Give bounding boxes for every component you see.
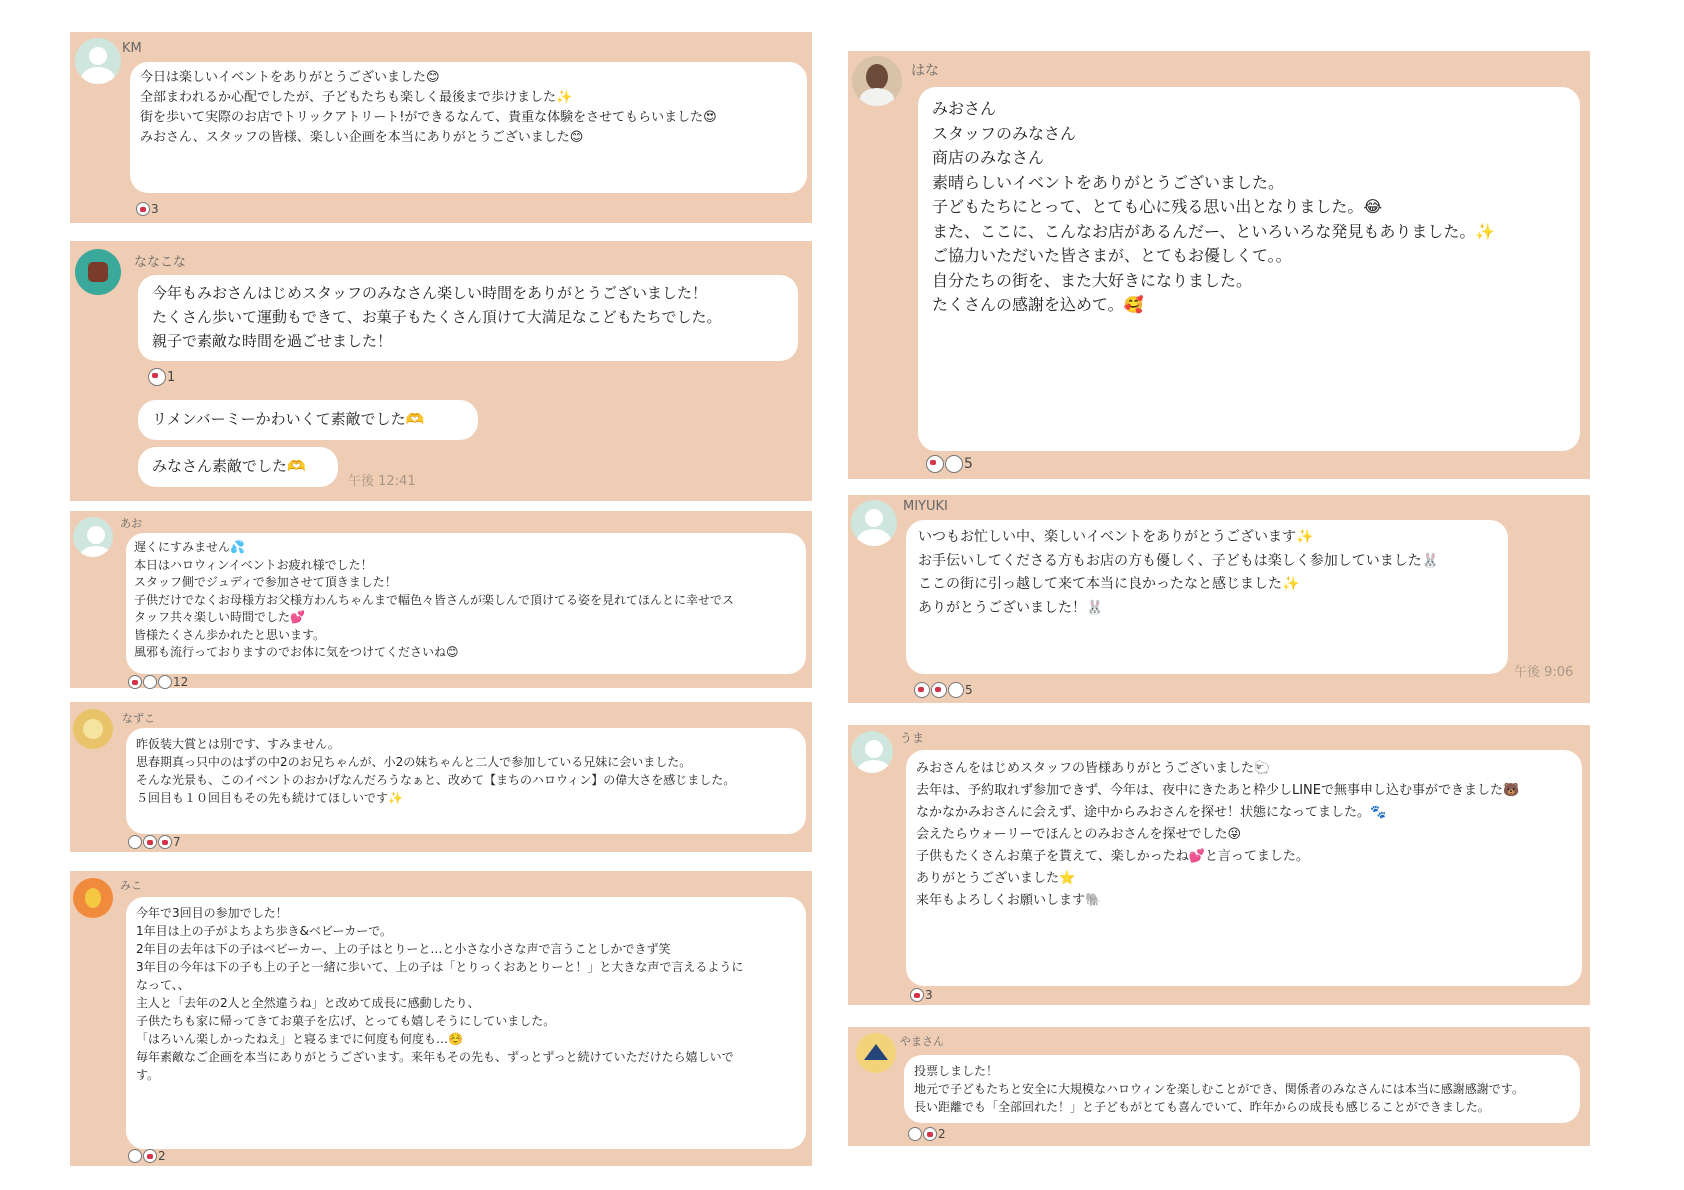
message-bubble[interactable] <box>130 62 807 193</box>
timestamp: 午後 9:06 <box>1514 665 1574 680</box>
reaction-badge[interactable] <box>910 988 933 1002</box>
message-line: ご協力いただいた皆さまが、とてもお優しくて。。 <box>932 246 1292 265</box>
username: MIYUKI <box>903 499 948 514</box>
message-line: そんな光景も、このイベントのおかげなんだろうなぁと、改めて【まちのハロウィン】の偉大さを感じました。 <box>136 773 736 787</box>
reaction-badge[interactable] <box>914 682 973 698</box>
avatar[interactable] <box>73 517 113 557</box>
message-line: 子どもたちにとって、とても心に残る思い出となりました。😂 <box>932 197 1383 216</box>
message-line: 主人と「去年の2人と全然違うね」と改めて成長に感動したり、 <box>136 996 480 1010</box>
message-line: 遅くにすみません💦 <box>134 540 245 554</box>
timestamp: 午後 12:41 <box>348 474 416 489</box>
reaction-count: 3 <box>151 202 159 216</box>
post-yamasan <box>848 1027 1590 1146</box>
reaction-badge[interactable] <box>128 1149 166 1163</box>
heart-reaction-icon <box>914 682 930 698</box>
message-line: なって、、 <box>136 978 190 992</box>
message-line: 街を歩いて実際のお店でトリックアトリート!ができるなんて、貴重な体験をさせてもらいました😍 <box>140 110 717 125</box>
post-uma <box>848 725 1590 1005</box>
message-bubble[interactable] <box>138 275 798 361</box>
post-ao <box>70 511 812 688</box>
character-avatar-icon[interactable] <box>73 709 113 749</box>
message-line: 2年目の去年は下の子はベビーカー、上の子はとりーと…と小さな小さな声で言うことしかできず笑 <box>136 942 671 956</box>
post-hana <box>848 51 1590 479</box>
post-miyuki <box>848 495 1590 703</box>
message-line: 昨仮装大賞とは別です、すみません。 <box>136 737 340 751</box>
message-line: なかなかみおさんに会えず、途中からみおさんを探せ！状態になってました。🐾 <box>916 805 1387 820</box>
message-line: 長い距離でも「全部回れた！」と子どもがとても喜んでいて、昨年からの成長も感じることができました。 <box>914 1100 1490 1114</box>
message-line: 投票しました！ <box>914 1064 999 1078</box>
avatar[interactable] <box>75 38 121 84</box>
message-bubble[interactable] <box>906 750 1582 986</box>
mango-avatar-icon[interactable] <box>73 878 113 918</box>
photo-avatar-icon[interactable] <box>852 56 902 106</box>
message-line: 子供だけでなくお母様方お父様方わんちゃんまで幅色々皆さんが楽しんで頂けてる姿を見れてほんとに幸せでス <box>134 592 735 607</box>
message-bubble[interactable] <box>918 87 1580 451</box>
message-line: す。 <box>136 1068 160 1082</box>
message-line: 去年は、予約取れず参加できず、今年は、夜中にきたあと枠少しLINEで無事申し込む事ができました🐻 <box>916 783 1520 798</box>
reaction-count: 3 <box>925 988 933 1002</box>
heart-reaction-icon <box>923 1127 937 1141</box>
message-line: 商店のみなさん <box>932 148 1045 167</box>
reaction-count: 5 <box>965 683 973 697</box>
message-line: 子供もたくさんお菓子を貰えて、楽しかったね💕と言ってました。 <box>916 849 1309 864</box>
reaction-badge[interactable] <box>926 455 973 473</box>
message-line: 風邪も流行っておりますのでお体に気をつけてくださいね😊 <box>134 645 459 659</box>
reaction-badge[interactable] <box>148 368 175 386</box>
heart-reaction-icon <box>143 835 157 849</box>
avatar[interactable] <box>851 500 897 546</box>
heart-reaction-icon <box>910 988 924 1002</box>
message-line: たくさん歩いて運動もできて、お菓子もたくさん頂けて大満足なこどもたちでした。 <box>152 308 722 326</box>
reaction-badge[interactable] <box>908 1127 946 1141</box>
message-line: みおさんをはじめスタッフの皆様ありがとうございました🐑 <box>916 761 1271 776</box>
message-line: 思春期真っ只中のはずの中2のお兄ちゃんが、小2の妹ちゃんと二人で参加している兄妹に会いました。 <box>136 755 692 769</box>
message-line: 自分たちの街を、また大好きになりました。 <box>932 270 1253 290</box>
message-line: みおさん、スタッフの皆様、楽しい企画を本当にありがとうございました😊 <box>140 130 584 145</box>
smile-reaction-icon <box>908 1127 922 1141</box>
mountain-avatar-icon[interactable] <box>856 1033 896 1073</box>
message-line: ありがとうございました！🐰 <box>918 599 1104 616</box>
message-line: 子供たちも家に帰ってきてお菓子を広げ、とっても嬉しそうにしていました。 <box>136 1014 556 1028</box>
post-km <box>70 32 812 223</box>
message-line: 素晴らしいイベントをありがとうございました。 <box>932 172 1285 192</box>
message-line: 本日はハロウィンイベントお疲れ様でした！ <box>134 557 373 572</box>
message-line: 会えたらウォーリーでほんとのみおさんを探せでした😜 <box>916 827 1242 842</box>
heart-reaction-icon <box>158 835 172 849</box>
reaction-count: 12 <box>173 675 189 689</box>
username: はな <box>911 63 939 79</box>
message-line: また、ここに、こんなお店があるんだー、といろいろな発見もありました。✨ <box>932 221 1496 241</box>
username: あお <box>120 517 142 530</box>
message-bubble[interactable] <box>904 1055 1580 1123</box>
message-line: スタッフのみなさん <box>932 123 1077 143</box>
message-bubble[interactable] <box>906 520 1508 674</box>
post-nazuko <box>70 702 812 852</box>
message-bubble[interactable]: みなさん素敵でした🫶 <box>138 447 338 487</box>
heart-reaction-icon <box>931 682 947 698</box>
message-line: ５回目も１０回目もその先も続けてほしいです✨ <box>136 791 403 805</box>
message-line: 「はろいん楽しかったねえ」と寝るまでに何度も何度も…☺️ <box>136 1032 463 1046</box>
cupcake-avatar-icon[interactable] <box>75 249 121 295</box>
heart-reaction-icon <box>926 455 944 473</box>
message-line: 毎年素敵なご企画を本当にありがとうございます。来年もその先も、ずっとずっと続けていただけたら嬉しいで <box>136 1050 734 1064</box>
message-bubble[interactable]: リメンバーミーかわいくて素敵でした🫶 <box>138 400 478 440</box>
smile-reaction-icon <box>128 1149 142 1163</box>
reaction-badge[interactable] <box>128 835 181 849</box>
reaction-count: 7 <box>173 835 181 849</box>
reaction-count: 1 <box>167 369 176 385</box>
username: なずこ <box>122 712 155 725</box>
reaction-count: 5 <box>964 456 973 472</box>
reaction-badge[interactable] <box>128 675 188 689</box>
message-line: お手伝いしてくださる方もお店の方も優しく、子どもは楽しく参加していました🐰 <box>918 552 1440 569</box>
message-line: 全部まわれるか心配でしたが、子どもたちも楽しく最後まで歩けました✨ <box>140 90 573 105</box>
post-nanakona <box>70 241 812 501</box>
reaction-count: 2 <box>158 1149 166 1163</box>
message-line: 今日は楽しいイベントをありがとうございました😊 <box>140 70 440 85</box>
heart-reaction-icon <box>143 1149 157 1163</box>
smile-reaction-icon <box>143 675 157 689</box>
message-line: たくさんの感謝を込めて。🥰 <box>932 295 1144 314</box>
message-line: 今年もみおさんはじめスタッフのみなさん楽しい時間をありがとうございました！ <box>152 284 708 302</box>
smile-reaction-icon <box>948 682 964 698</box>
message-line: みおさん <box>932 99 997 118</box>
username: うま <box>900 731 925 745</box>
message-line: 親子で素敵な時間を過ごせました！ <box>152 332 393 350</box>
reaction-count: 2 <box>938 1127 946 1141</box>
message-line: 来年もよろしくお願いします🐘 <box>916 893 1102 908</box>
heart-reaction-icon <box>136 202 150 216</box>
smile-reaction-icon <box>945 455 963 473</box>
laugh-reaction-icon <box>158 675 172 689</box>
message-line: 1年目は上の子がよちよち歩き&ベビーカーで。 <box>136 924 393 938</box>
heart-reaction-icon <box>148 368 166 386</box>
message-line: 皆様たくさん歩かれたと思います。 <box>134 627 326 642</box>
smile-reaction-icon <box>128 835 142 849</box>
message-line: 今年で3回目の参加でした！ <box>136 906 288 920</box>
message-line: ここの街に引っ越して来て本当に良かったなと感じました✨ <box>918 576 1300 592</box>
username: やまさん <box>900 1035 944 1048</box>
username: みこ <box>120 879 142 892</box>
message-line: ありがとうございました⭐ <box>916 871 1076 886</box>
message-line: スタッフ側でジュディで参加させて頂きました！ <box>134 575 397 589</box>
heart-reaction-icon <box>128 675 142 689</box>
message-bubble[interactable] <box>126 728 806 834</box>
message-bubble[interactable] <box>126 897 806 1149</box>
message-bubble[interactable] <box>126 533 806 674</box>
message-line: いつもお忙しい中、楽しいイベントをありがとうございます✨ <box>918 529 1314 545</box>
username: KM <box>122 41 142 56</box>
message-line: タッフ共々楽しい時間でした💕 <box>134 610 305 624</box>
avatar[interactable] <box>851 731 893 773</box>
message-line: 地元で子どもたちと安全に大規模なハロウィンを楽しむことができ、関係者のみなさんには本当に感謝感謝です。 <box>914 1082 1524 1096</box>
message-line: 3年目の今年は下の子も上の子と一緒に歩いて、上の子は「とりっくおあとりーと！」と大きな声で言えるように <box>136 960 744 974</box>
post-miko <box>70 871 812 1166</box>
reaction-badge[interactable] <box>136 202 159 216</box>
username: ななこな <box>134 255 187 270</box>
